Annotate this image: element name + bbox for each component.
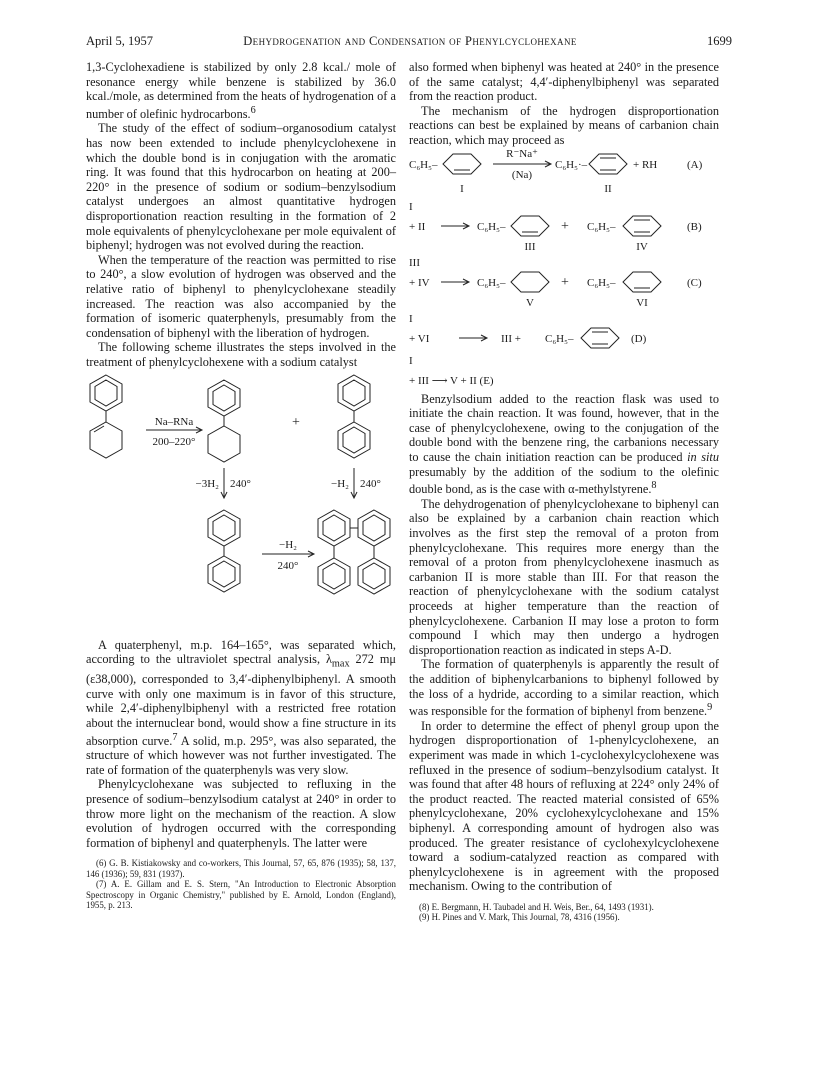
paragraph: also formed when biphenyl was heated at 240° in the presence of the same catalyst; 4,4′-diphenylbiphenyl was separated from the reaction product. (409, 60, 719, 104)
formula: C₆H₅– (587, 276, 616, 289)
equation-label: (C) (687, 276, 702, 289)
benzene-ring-icon (358, 558, 390, 594)
equation-label: (A) (687, 158, 703, 171)
paragraph-text: A quaterphenyl, m.p. 164–165°, was separated which, according to the ultraviolet spectral analysis, λ (86, 637, 396, 667)
italic-text: in situ (687, 449, 719, 464)
equation-text: + III ⟶ V + II (E) (409, 374, 494, 387)
paragraph (409, 657, 719, 718)
benzene-ring-icon (90, 375, 122, 411)
compound-label: II (604, 182, 612, 195)
paragraph: The mechanism of the hydrogen disproportionation reactions can best be explained by means of carbanion chain reaction, which may proceed as (409, 103, 719, 147)
equation-text: + RH (633, 158, 658, 171)
benzene-ring-icon (208, 510, 240, 546)
cyclohexadiene-ring-icon (511, 216, 549, 236)
reagent-label: R⁻Na⁺ (506, 147, 538, 160)
paragraph-text: The formation of quaterphenyls is apparently the result of the addition of biphenylcarbanions to biphenyl followed by the loss of a hydride, according to a similar reaction, which was responsible for the formation of biphenyl from benzene. (409, 657, 719, 719)
paragraph (86, 60, 396, 121)
benzene-ring-icon (358, 510, 390, 546)
paragraph: When the temperature of the reaction was permitted to rise to 240°, a slow evolution of hydrogen was observed and the relative ratio of biphenyl to phenylcyclohexane steadily increased. The reaction was also accompanied by the formation of isomeric quaterphenyls, presumably from the condensation of biphenyl with the liberation of hydrogen. (86, 252, 396, 340)
benzene-ring-icon (318, 510, 350, 546)
formula: C₆H₅– (587, 220, 616, 233)
equation-text: + II (409, 220, 426, 233)
benzene-ring-icon (338, 422, 370, 458)
paragraph-text: presumably by the addition of the sodium to the olefinic double bond, as is the case with α-methylstyrene. (409, 464, 719, 497)
step-label: −H₂ (279, 538, 297, 551)
paragraph-text: 1,3-Cyclohexadiene is stabilized by only 2.8 kcal./ mole of resonance energy while benzene is stabilized by 36.0 kcal./mole, as determined from the heats of hydrogenation of a number of olefinic hydrocarbons. (86, 60, 396, 121)
compound-label: V (526, 296, 534, 309)
paragraph: The dehydrogenation of phenylcyclohexane to biphenyl can also be explained by a carbanion chain reaction which involves as the first step the removal of a proton from phenylcyclohexane. This requires more energy than the removal of a proton from phenylcyclohexene inasmuch as carbanion II is more stable than III. For that reason the reaction of phenylcyclohexane with the sodium catalyst proceeds at higher temperature than the reaction of phenylcyclohexene. Carbanion II may lose a proton to form compound I which may then undergo a hydrogen disproportionation reaction as indicated in steps A-D. (409, 496, 719, 657)
cyclohexadiene-ring-icon (511, 272, 549, 292)
formula: C₆H₅– (477, 276, 506, 289)
compound-label: VI (636, 296, 648, 309)
paragraph (409, 392, 719, 497)
running-header (0, 34, 820, 52)
compound-label: I (460, 182, 464, 195)
step-label: −H₂ (331, 477, 349, 490)
paragraph (86, 638, 396, 778)
paragraph-text: A solid, m.p. 295°, was also separated, the structure of which however was not further investigated. The rate of formation of the quaterphenyls was very slow. (86, 733, 396, 777)
cyclohexadiene-ring-icon (623, 272, 661, 292)
footnote: (6) G. B. Kistiakowsky and co-workers, This Journal, 57, 65, 876 (1935); 58, 137, 146 (1936); 59, 831 (1937). (86, 858, 396, 879)
header-date: April 5, 1957 (86, 34, 154, 48)
equation-text: + VI (409, 332, 430, 345)
subscript: max (331, 658, 350, 670)
footnote: (9) H. Pines and V. Mark, This Journal, 78, 4316 (1956). (419, 912, 620, 923)
step-label: −3H₂ (195, 477, 219, 490)
reference-mark: 8 (651, 480, 657, 492)
equation-label: (D) (631, 332, 647, 345)
cyclohexene-ring-icon (443, 154, 481, 174)
equation-text: III + (501, 332, 521, 345)
compound-label: IV (636, 240, 648, 253)
paragraph-text: Benzylsodium added to the reaction flask was used to initiate the chain reaction. It was found, however, that in the case of phenylcyclohexene, owing to the conjugation of the double bond with the benzene ring, the carbanions necessary to cause the chain initiation reaction can be produced (409, 391, 719, 464)
paragraph: The study of the effect of sodium–organosodium catalyst has now been extended to include phenylcyclohexene in which the double bond is in conjugation with the aromatic ring. It was found that this hydrocarbon on heating at 200–220° in the presence of sodium or sodium–benzylsodium catalyst undergoes an almost quantitative hydrogen disproportionation reaction resulting in the formation of 2 mole equivalents of phenylcyclohexane per mole equivalent of biphenyl; hydrogen was not evolved during the reaction. (86, 121, 396, 253)
header-page-number: 1699 (707, 34, 732, 48)
plus-sign: + (561, 218, 569, 234)
paragraph-text: 272 mμ (ε38,000), corresponded to 3,4′-diphenylbiphenyl. A smooth curve with only one maximum is in favor of this structure, while 2,4′-diphenylbiphenyl with a restricted free rotation about the internuclear bond, would show a fine structure in its absorption curve. (86, 652, 396, 748)
footnote: (8) E. Bergmann, H. Taubadel and H. Weis, Ber., 64, 1493 (1931). (419, 901, 654, 912)
compound-label: III (409, 256, 420, 269)
formula: C₆H₅– (545, 332, 574, 345)
compound-label: I (409, 312, 413, 325)
reference-mark: 9 (707, 702, 713, 714)
cyclohexane-ring-icon (208, 426, 240, 462)
compound-label: I (409, 354, 413, 367)
equation-label: (B) (687, 220, 702, 233)
benzene-ring-icon (318, 558, 350, 594)
benzene-ring-icon (208, 556, 240, 592)
paragraph: The following scheme illustrates the steps involved in the treatment of phenylcyclohexene with a sodium catalyst (86, 340, 396, 369)
footnote: (7) A. E. Gillam and E. S. Stern, "An Introduction to Electronic Absorption Spectroscopy in Organic Chemistry," published by E. Arnold, London (England), 1955, p. 213. (86, 879, 396, 911)
paragraph: Phenylcyclohexane was subjected to refluxing in the presence of sodium–benzylsodium catalyst at 240° in order to throw more light on the mechanism of the reaction. A slow evolution of hydrogen occurred with the corresponding formation of biphenyl and quaterphenyls. The latter were (86, 777, 396, 850)
cyclohexadiene-ring-icon (623, 216, 661, 236)
reaction-scheme (86, 370, 396, 638)
right-column (409, 60, 719, 923)
step-temperature: 240° (360, 477, 381, 490)
benzene-ring-icon (338, 375, 370, 411)
footnotes (409, 902, 719, 923)
equation-text: + IV (409, 276, 430, 289)
formula: C₆H₅– (477, 220, 506, 233)
compound-label: I (409, 200, 413, 213)
formula: C₆H₅– (409, 158, 438, 171)
plus-sign: + (292, 414, 300, 430)
reagent-label: Na–RNa (154, 415, 194, 428)
reagent-label: (Na) (511, 168, 533, 181)
reference-mark: 7 (172, 731, 178, 743)
benzene-ring-icon (208, 380, 240, 416)
mechanism-scheme (409, 148, 719, 392)
condition-label: 200–220° (152, 435, 196, 448)
reference-mark: 6 (250, 104, 256, 116)
left-column (86, 60, 396, 910)
step-temperature: 240° (230, 477, 251, 490)
formula: C₆H₅·– (555, 158, 588, 171)
paragraph: In order to determine the effect of phenyl group upon the hydrogen disproportionation of 1-phenylcyclohexene, an experiment was made in which 1-cyclohexylcyclohexene was refluxed in the presence of sodium–benzylsodium catalyst. It was found that after 48 hours of refluxing at 224° only 24% of the product reacted. The reacted material consisted of 65% phenylcyclohexane, 20% cyclohexylcyclohexane and 15% biphenyl. A corresponding amount of hydrogen also was produced. The greater resistance of cyclohexylcyclohexene toward a sodium-catalyzed reaction as compared with phenylcyclohexene is in agreement with the proposed mechanism. Owing to the contribution of (409, 718, 719, 894)
cyclohexadiene-ring-icon (589, 154, 627, 174)
step-temperature: 240° (277, 559, 299, 572)
cyclohexene-ring-icon (90, 422, 122, 458)
compound-label: III (524, 240, 536, 253)
benzene-ring-icon (581, 328, 619, 348)
footnotes (86, 858, 396, 910)
plus-sign: + (561, 274, 569, 290)
header-title: Dehydrogenation and Condensation of Phenylcyclohexane (243, 34, 577, 48)
